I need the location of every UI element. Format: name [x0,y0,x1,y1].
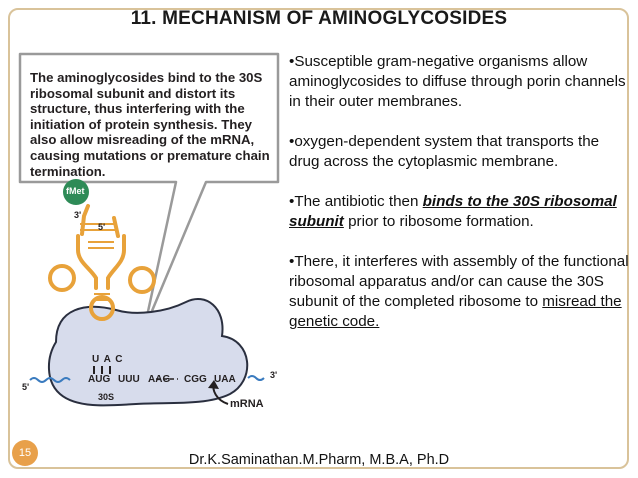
codon-cgg: CGG [184,374,207,385]
trna-rungs [80,224,116,300]
bullet-binds-30s-post: prior to ribosome formation. [343,213,534,230]
slide-footer: Dr.K.Saminathan.M.Pharm, M.B.A, Ph.D [188,452,450,468]
mrna-3prime-label: 3' [270,370,278,380]
bullet-misread [289,252,631,332]
misread-genetic-code: misread the genetic code. [289,293,622,330]
codon-uuu: UUU [118,374,140,385]
ribosome-figure [16,40,286,412]
page-number-badge: 15 [12,440,38,466]
mrna-label: mRNA [230,398,264,410]
mrna-5prime-label: 5' [22,382,30,392]
codon-uaa: UAA [214,374,236,385]
bullet-binds-30s [289,192,631,232]
callout-text: The aminoglycosides bind to the 30S ribosomal subunit and distort its structure, thus interfering with the initiation of protein synthesis. They also allow misreading of the mRNA, causing mutations or premature chain termination. [30,70,270,179]
trna-5prime-label: 5' [98,222,106,232]
mrna-strand-right [248,376,264,380]
fmet-label: fMet [66,186,85,196]
binds-30s-emphasis: binds to the 30S ribosomal subunit [289,193,617,230]
codon-aug: AUG [88,374,111,385]
anticodon-label: U A C [92,354,124,365]
bullet-oxygen-transport: •oxygen-dependent system that transports the drug across the cytoplasmic membrane. [289,133,600,170]
codon-aag: AAG [148,374,171,385]
slide-title: 11. MECHANISM OF AMINOGLYCOSIDES [130,8,508,29]
bullet-list [289,52,631,352]
trna-3prime-label: 3' [74,210,82,220]
ribosome-30s [49,299,247,405]
bullet-porin: •Susceptible gram-negative organisms allow aminoglycosides to diffuse through porin channels in their outer membranes. [289,53,626,110]
bullet-binds-30s-pre: •The antibiotic then [289,193,423,210]
bullet-misread-pre: •There, it interferes with assembly of the functional ribosomal apparatus and/or can cause the 30S subunit of the completed ribosome to [289,253,629,310]
subunit-label: 30S [98,392,115,402]
